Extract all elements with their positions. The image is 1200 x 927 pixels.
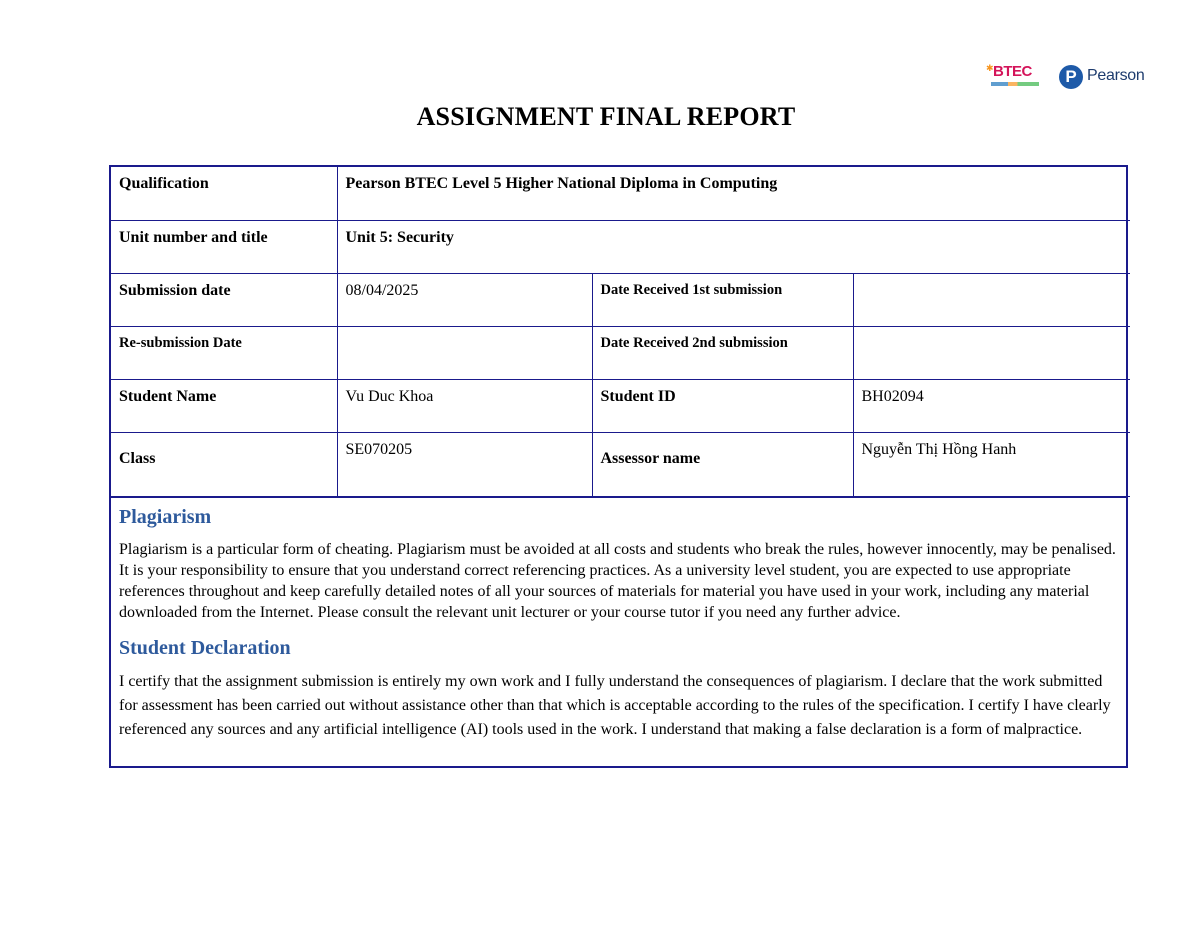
resubmission-label: Re-submission Date (111, 326, 337, 379)
table-row (111, 273, 1130, 326)
info-table (111, 167, 1130, 497)
plagiarism-text: Plagiarism is a particular form of cheating. Plagiarism must be avoided at all costs and students who break the rules, however innocently, may be penalised. It is your responsibility to ensure that you understand correct referencing practices. As a university level student, you are expected to use appropriate references throughout and keep carefully detailed notes of all your sources of materials for material you have used in your work, including any material downloaded from the Internet. Please consult the relevant unit lecturer or your course tutor if you need any further advice. (119, 540, 1116, 621)
date-received-1-value (853, 273, 1130, 326)
class-value: SE070205 (337, 432, 592, 496)
report-frame (109, 165, 1128, 768)
btec-logo-text: BTEC (993, 63, 1032, 80)
table-row (111, 326, 1130, 379)
qualification-value: Pearson BTEC Level 5 Higher National Diploma in Computing (337, 167, 1130, 220)
pearson-logo (1059, 65, 1151, 93)
btec-spark-icon: ✱ (986, 64, 994, 74)
student-name-label: Student Name (111, 379, 337, 432)
table-row (111, 220, 1130, 273)
date-received-1-label: Date Received 1st submission (592, 273, 853, 326)
student-declaration-heading: Student Declaration (119, 636, 291, 659)
plagiarism-heading: Plagiarism (119, 505, 212, 528)
assessor-label: Assessor name (592, 432, 853, 496)
unit-value: Unit 5: Security (337, 220, 1130, 273)
pearson-logo-text: Pearson (1087, 67, 1145, 84)
table-row (111, 432, 1130, 496)
pearson-mark-icon: P (1059, 65, 1083, 89)
student-name-value: Vu Duc Khoa (337, 379, 592, 432)
date-received-2-value (853, 326, 1130, 379)
student-id-label: Student ID (592, 379, 853, 432)
table-row (111, 167, 1130, 220)
date-received-2-label: Date Received 2nd submission (592, 326, 853, 379)
header-logos (985, 60, 1150, 96)
btec-logo (985, 60, 1045, 96)
qualification-label: Qualification (111, 167, 337, 220)
page-title: ASSIGNMENT FINAL REPORT (416, 102, 796, 131)
table-row (111, 379, 1130, 432)
btec-logo-stripe (991, 82, 1039, 86)
submission-date-label: Submission date (111, 273, 337, 326)
student-id-value: BH02094 (853, 379, 1130, 432)
assessor-value: Nguyễn Thị Hồng Hanh (853, 432, 1130, 496)
submission-date-value: 08/04/2025 (337, 273, 592, 326)
declaration-section (111, 497, 1126, 766)
class-label: Class (111, 432, 337, 496)
unit-label: Unit number and title (111, 220, 337, 273)
student-declaration-text: I certify that the assignment submission is entirely my own work and I fully understand the consequences of plagiarism. I declare that the work submitted for assessment has been carried out without assistance other than that which is acceptable according to the rules of the specification. I certify I have clearly referenced any sources and any artificial intelligence (AI) tools used in the work. I understand that making a false declaration is a form of malpractice. (119, 672, 1111, 738)
resubmission-value (337, 326, 592, 379)
